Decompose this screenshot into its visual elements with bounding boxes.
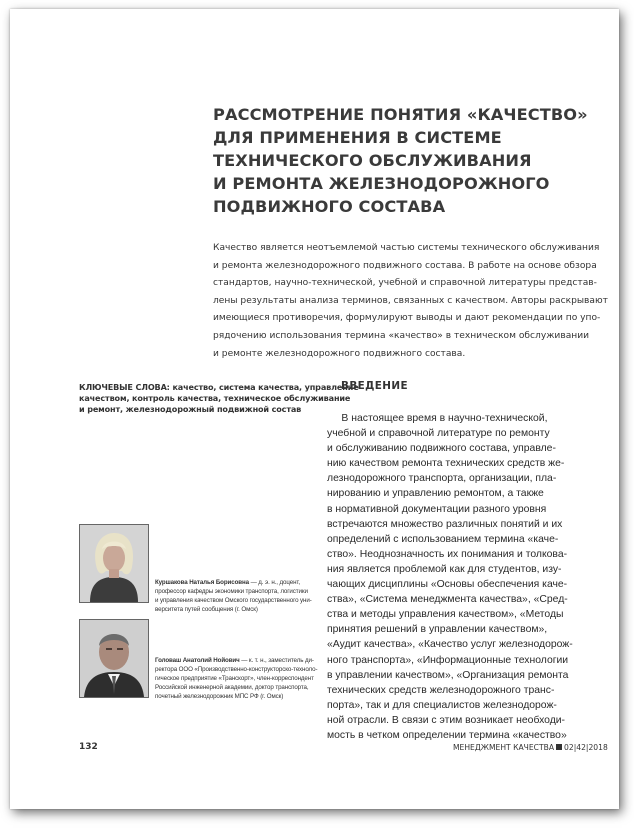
abstract-line: стандартов, научно-технической, учебной и справочной литературы представ-	[213, 278, 597, 289]
portrait-image	[80, 620, 148, 697]
abstract-line: имеющиеся противоречия, формулируют выводы и дают рекомендации по упо-	[213, 313, 601, 324]
body-line: нию качеством ремонта технических средств же-	[327, 458, 565, 470]
author-bio-line: и управления качеством Омского государственного уни-	[155, 596, 312, 604]
body-line: ства и методы управления качеством», «Методы	[327, 609, 564, 621]
title-line: ТЕХНИЧЕСКОГО ОБСЛУЖИВАНИЯ	[213, 151, 532, 170]
body-line: ния является проблемой как для студентов, изу-	[327, 563, 562, 575]
body-line: В настоящее время в научно-технической,	[327, 413, 548, 424]
abstract-line: Качество является неотъемлемой частью системы технического обслуживания	[213, 243, 600, 253]
body-line: встречаются множество различных понятий и их	[327, 518, 563, 530]
journal-name: МЕНЕДЖМЕНТ КАЧЕСТВА	[453, 743, 555, 752]
body-line: определений с использованием термина «каче-	[327, 533, 559, 545]
author-bio-line: ректора ООО «Производственно-конструкторско-техноло-	[155, 665, 318, 673]
body-line: ной отрасли. В связи с этим возникает необходи-	[327, 714, 566, 726]
author-bio-line: верситета путей сообщения (г. Омск)	[155, 605, 258, 613]
body-line: мость в четком определении термина «качество»	[327, 729, 567, 741]
abstract	[213, 240, 613, 363]
body-line: и обслуживанию подвижного состава, управле-	[327, 443, 556, 455]
author-bio-1	[155, 579, 335, 615]
body-line: «Аудит качества», «Качество услуг железнодорож-	[327, 639, 573, 651]
body-line: чающих дисциплины «Основы обеспечения каче-	[327, 579, 568, 591]
body-line: ного транспорта», «Информационные технологии	[327, 654, 569, 666]
section-heading-introduction: ВВЕДЕНИЕ	[341, 380, 408, 392]
abstract-line: и ремонта железнодорожного подвижного состава. В работе на основе обзора	[213, 260, 597, 271]
abstract-line: лены результаты анализа терминов, связанных с качеством. Авторы раскрывают	[213, 295, 608, 306]
body-line: принятия решений в управлении качеством»,	[327, 624, 548, 636]
journal-footer	[453, 743, 608, 752]
title-line: ДЛЯ ПРИМЕНЕНИЯ В СИСТЕМЕ	[213, 128, 502, 147]
body-line: нированию и управлению ремонтом, а также	[327, 488, 544, 500]
author-bio-2	[155, 657, 335, 702]
author-photo-2	[79, 619, 149, 698]
article-title	[213, 103, 603, 218]
body-line: в управлении качеством», «Организация ремонта	[327, 669, 569, 681]
keywords-line: качеством, контроль качества, техническое обслуживание	[79, 392, 351, 403]
author-photo-1	[79, 524, 149, 603]
abstract-line: и ремонте железнодорожного подвижного состава.	[213, 348, 466, 359]
journal-page	[10, 9, 619, 809]
body-line: технических средств железнодорожного транс-	[327, 684, 555, 696]
author-bio-line: почетный железнодорожник МПС РФ (г. Омск)	[155, 692, 284, 700]
keywords-line: и ремонт, железнодорожный подвижной состав	[79, 403, 302, 414]
introduction-text	[327, 411, 617, 743]
title-line: И РЕМОНТА ЖЕЛЕЗНОДОРОЖНОГО	[213, 174, 550, 193]
body-line: лезнодорожного транспорта, организации, пла-	[327, 473, 557, 485]
author-bio-line: гическое предприятие «Транскорт», член-корреспондент	[155, 674, 314, 682]
abstract-line: рядочению использования термина «качество» в техническом обслуживании	[213, 330, 590, 341]
page-number: 132	[79, 742, 98, 752]
author-bio-line: Российской инженерной академии, доктор транспорта,	[155, 683, 309, 691]
body-line: в нормативной документации разного уровня	[327, 503, 547, 515]
body-line: ство». Неоднозначность их понимания и толкова-	[327, 548, 568, 560]
body-line: порта», так и для специалистов железнодорож-	[327, 699, 557, 711]
body-line: учебной и справочной литературе по ремонту	[327, 428, 550, 440]
author-name: Куршакова Наталья Борисовна	[155, 579, 249, 586]
portrait-image	[80, 525, 148, 602]
keywords-line: КЛЮЧЕВЫЕ СЛОВА: качество, система качества, управление	[79, 382, 359, 392]
author-degree: — д. э. н., доцент,	[248, 579, 301, 586]
title-line: ПОДВИЖНОГО СОСТАВА	[213, 197, 446, 216]
author-degree: — к. т. н., заместитель ди-	[239, 657, 314, 664]
body-line: ства», «Система менеджмента качества», «Сред-	[327, 594, 568, 606]
title-line: РАССМОТРЕНИЕ ПОНЯТИЯ «КАЧЕСТВО»	[213, 105, 588, 124]
square-icon	[556, 744, 562, 750]
author-bio-line: профессор кафедры экономики транспорта, логистики	[155, 587, 308, 595]
keywords	[79, 382, 359, 414]
journal-issue: 02|42|2018	[564, 743, 608, 752]
author-name: Головаш Анатолий Нойович	[155, 657, 240, 664]
